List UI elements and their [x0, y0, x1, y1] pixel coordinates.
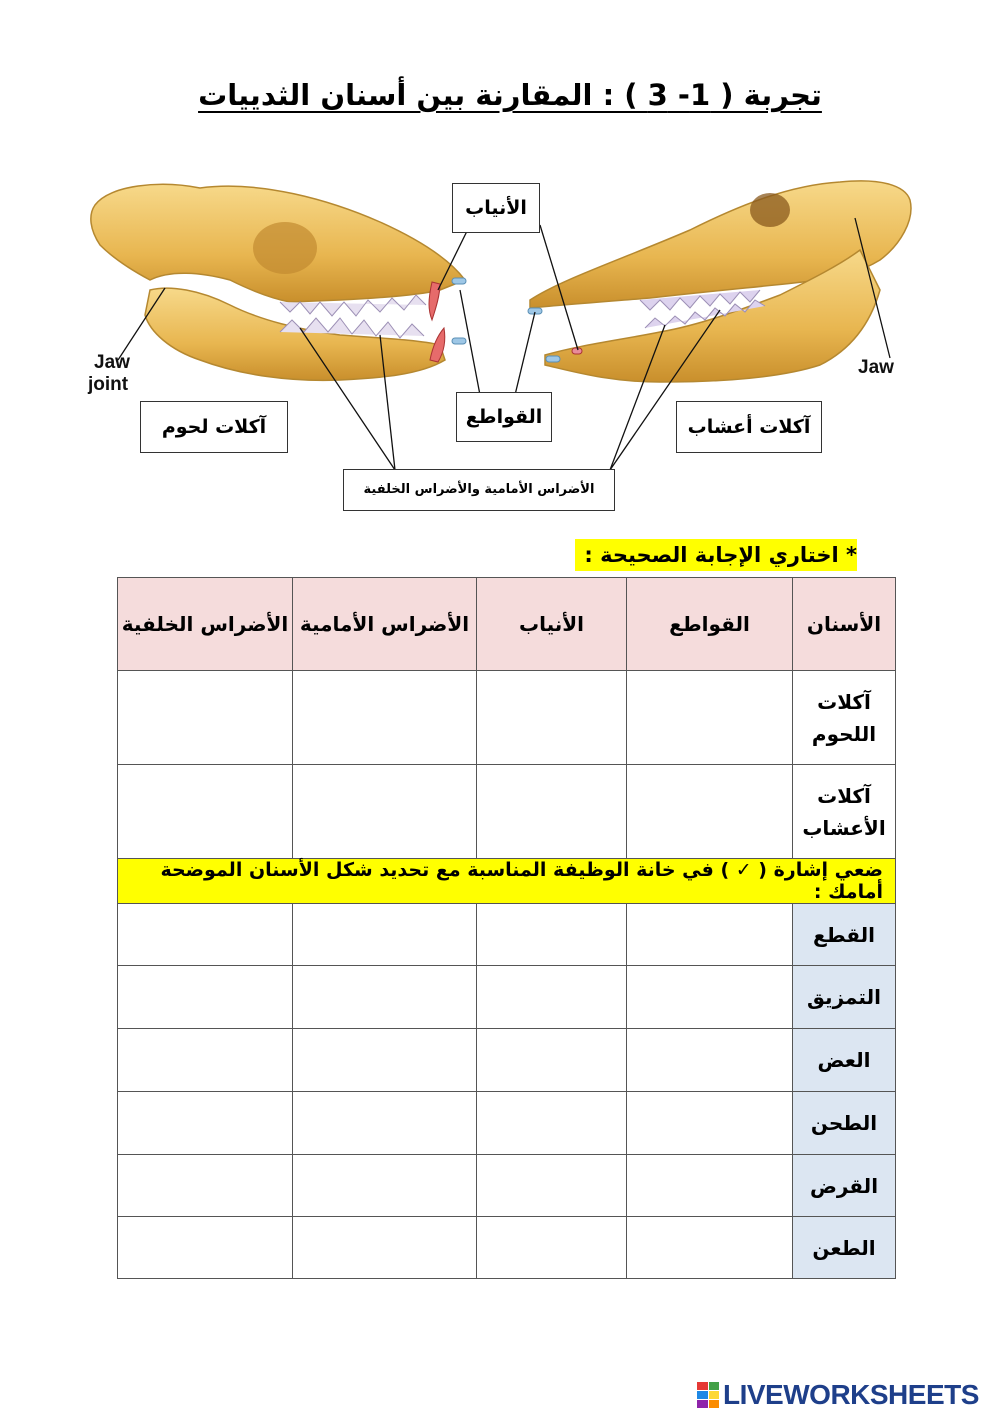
row-header-carnivores [793, 671, 896, 765]
table-row-carnivores [118, 671, 896, 765]
function-row [118, 966, 896, 1029]
herbivore-skull [528, 181, 911, 382]
checkbox-cell[interactable] [627, 904, 793, 966]
canines-label: الأنياب [452, 183, 540, 233]
header-teeth: الأسنان [793, 578, 896, 671]
function-label-grinding: الطحن [793, 1092, 896, 1155]
checkbox-cell[interactable] [118, 904, 293, 966]
jaw-joint-label [88, 352, 130, 396]
header-premolars: الأضراس الأمامية [293, 578, 477, 671]
instruction-row [118, 859, 896, 904]
instruction-checkmark: ضعي إشارة ( ✓ ) في خانة الوظيفة المناسبة مع تحديد شكل الأسنان الموضحة أمامك : [118, 859, 896, 904]
checkbox-cell[interactable] [118, 1092, 293, 1155]
checkbox-cell[interactable] [477, 1092, 627, 1155]
function-label-biting: العض [793, 1029, 896, 1092]
answer-cell[interactable] [477, 765, 627, 859]
checkbox-cell[interactable] [118, 966, 293, 1029]
function-row [118, 1092, 896, 1155]
carnivores-line1: آكلات [817, 689, 871, 714]
checkbox-cell[interactable] [293, 1217, 477, 1279]
checkbox-cell[interactable] [118, 1029, 293, 1092]
checkbox-cell[interactable] [118, 1155, 293, 1217]
checkbox-cell[interactable] [477, 1217, 627, 1279]
checkbox-cell[interactable] [627, 1029, 793, 1092]
checkbox-cell[interactable] [627, 1217, 793, 1279]
checkbox-cell[interactable] [293, 1029, 477, 1092]
logo-icon [697, 1382, 719, 1408]
checkbox-cell[interactable] [118, 1217, 293, 1279]
answer-cell[interactable] [477, 671, 627, 765]
herbivores-line2: الأعشاب [802, 815, 886, 840]
comparison-table [117, 577, 896, 1279]
checkbox-cell[interactable] [627, 1092, 793, 1155]
page-title: تجربة ( 1- 3 ) : المقارنة بين أسنان الثدييات [198, 78, 822, 112]
checkbox-cell[interactable] [477, 1155, 627, 1217]
answer-cell[interactable] [627, 671, 793, 765]
checkbox-cell[interactable] [477, 966, 627, 1029]
herbivores-line1: آكلات [817, 783, 871, 808]
table-header-row [118, 578, 896, 671]
checkbox-cell[interactable] [477, 1029, 627, 1092]
logo-square [709, 1391, 720, 1399]
function-label-gnawing: القرض [793, 1155, 896, 1217]
answer-cell[interactable] [293, 671, 477, 765]
logo-square [709, 1400, 720, 1408]
header-molars: الأضراس الخلفية [118, 578, 293, 671]
answer-cell[interactable] [293, 765, 477, 859]
function-row [118, 1217, 896, 1279]
incisors-label: القواطع [456, 392, 552, 442]
checkbox-cell[interactable] [293, 1155, 477, 1217]
logo-square [697, 1400, 708, 1408]
function-label-cutting: القطع [793, 904, 896, 966]
carnivores-line2: اللحوم [811, 721, 877, 746]
liveworksheets-logo [697, 1377, 979, 1413]
row-header-herbivores [793, 765, 896, 859]
skull-diagram [0, 160, 1000, 530]
function-row [118, 904, 896, 966]
answer-cell[interactable] [118, 765, 293, 859]
carnivores-label: آكلات لحوم [140, 401, 288, 453]
function-row [118, 1029, 896, 1092]
function-label-tearing: التمزيق [793, 966, 896, 1029]
checkbox-cell[interactable] [627, 1155, 793, 1217]
checkbox-cell[interactable] [627, 966, 793, 1029]
checkbox-cell[interactable] [293, 966, 477, 1029]
logo-square [709, 1382, 720, 1390]
checkbox-cell[interactable] [477, 904, 627, 966]
logo-square [697, 1382, 708, 1390]
jaw-joint-line2: joint [88, 374, 129, 395]
function-label-stabbing: الطعن [793, 1217, 896, 1279]
table-row-herbivores [118, 765, 896, 859]
answer-cell[interactable] [627, 765, 793, 859]
answer-cell[interactable] [118, 671, 293, 765]
logo-text: LIVEWORKSHEETS [723, 1379, 979, 1410]
herbivores-label: آكلات أعشاب [676, 401, 822, 453]
function-row [118, 1155, 896, 1217]
jaw-joint-line1: Jaw [94, 352, 130, 373]
jaw-label: Jaw [858, 357, 894, 378]
header-canines: الأنياب [477, 578, 627, 671]
carnivore-skull [91, 184, 466, 380]
instruction-choose-answer: * اختاري الإجابة الصحيحة : [575, 539, 857, 571]
checkbox-cell[interactable] [293, 904, 477, 966]
checkbox-cell[interactable] [293, 1092, 477, 1155]
molars-label: الأضراس الأمامية والأضراس الخلفية [343, 469, 615, 511]
logo-square [697, 1391, 708, 1399]
header-incisors: القواطع [627, 578, 793, 671]
